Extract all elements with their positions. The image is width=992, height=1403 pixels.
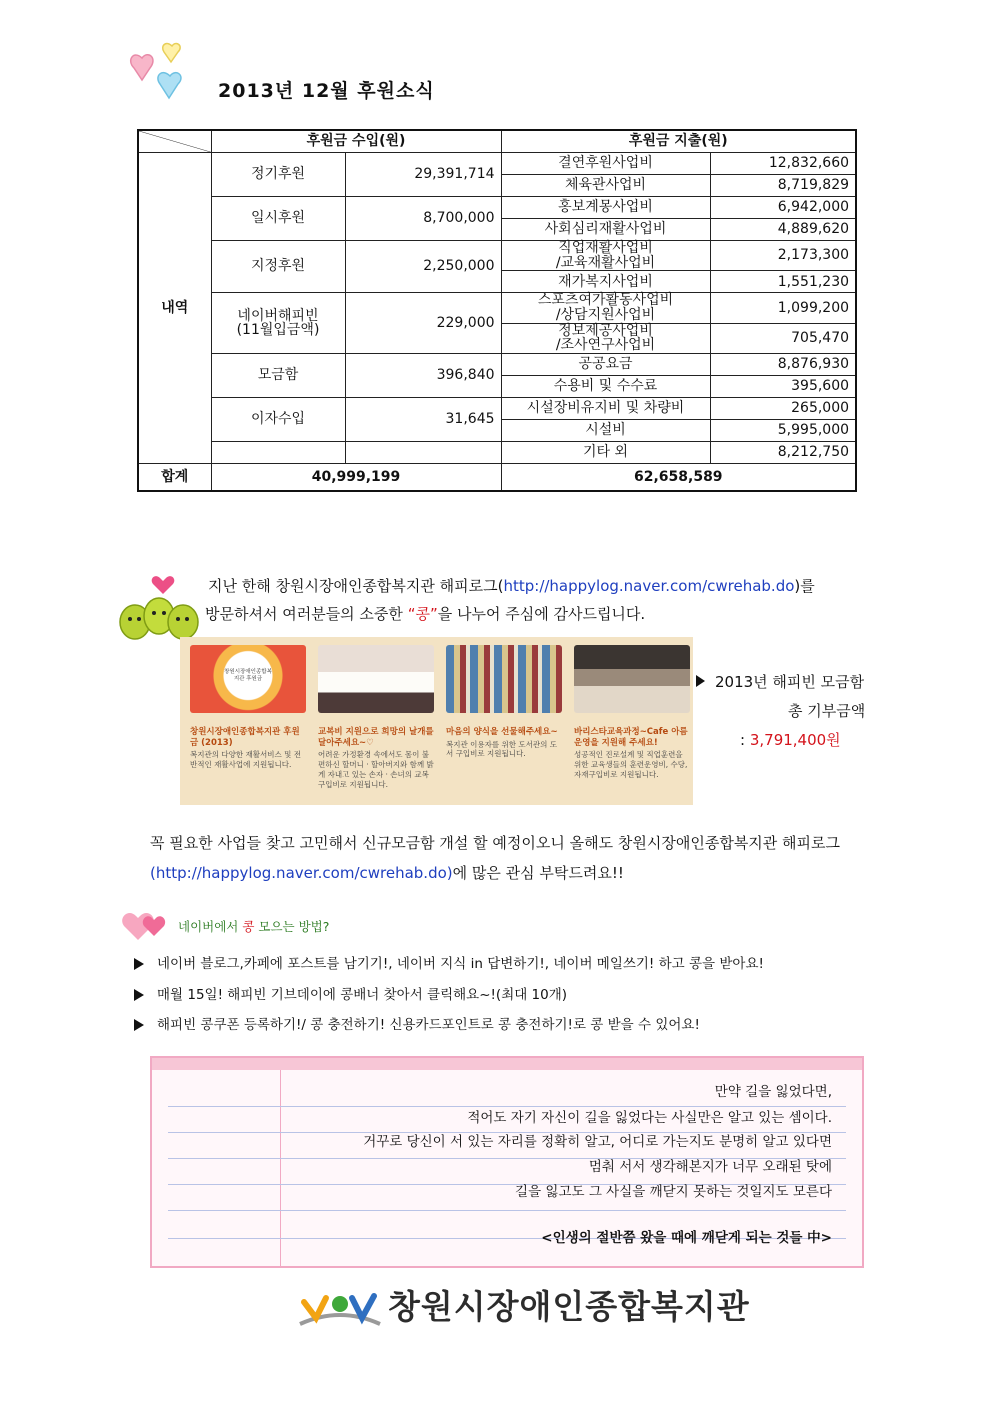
income-header: 후원금 수입(원)	[211, 130, 501, 153]
happybean-total-amount-line	[696, 726, 865, 755]
triangle-bullet-icon	[134, 989, 144, 1001]
org-logo-icon	[296, 1284, 384, 1332]
expense-amount: 1,099,200	[710, 293, 856, 323]
plan-line-1: 꼭 필요한 사업들 찾고 고민해서 신규모금함 개설 할 예정이오니 올해도 창원시장애인종합복지관 해피로그	[150, 834, 841, 852]
income-label: 정기후원	[211, 153, 345, 197]
fund-card-title: 교복비 지원으로 희망의 날개를 달아주세요~♡	[318, 727, 434, 748]
total-expense: 62,658,589	[501, 464, 856, 491]
fund-card[interactable]	[574, 645, 690, 780]
fund-card-body: 어려운 가정환경 속에서도 몸이 불편하신 할머니 · 할아버지와 함께 밝게 자내고 있는 손자 · 손녀의 교복구입비로 지원됩니다.	[318, 750, 434, 789]
expense-amount: 5,995,000	[710, 420, 856, 442]
income-amount: 2,250,000	[345, 241, 501, 293]
expense-label-multi	[501, 323, 710, 353]
thanks-line-1	[208, 575, 815, 596]
howto-title	[178, 917, 329, 935]
income-label: 네이버해피빈	[237, 307, 319, 324]
thanks-text: 방문하셔서 여러분들의 소중한	[205, 605, 408, 623]
expense-sublabel: /교육재활사업비	[555, 254, 656, 271]
empty-cell	[345, 442, 501, 464]
fund-card-image	[190, 645, 306, 713]
quote-note	[150, 1056, 864, 1268]
note-rule	[168, 1210, 846, 1211]
expense-label: 결연후원사업비	[501, 153, 710, 175]
triangle-bullet-icon	[134, 1019, 144, 1031]
fund-card-body: 성공적인 진로설계 및 직업훈련을 위한 교육생들의 훈련운영비, 수당, 자재구입비로 지원됩니다.	[574, 750, 688, 779]
quote-line: 길을 잃고도 그 사실을 깨닫지 못하는 것일지도 모른다	[515, 1184, 832, 1200]
expense-amount: 12,832,660	[710, 153, 856, 175]
income-sublabel: (11월입금액)	[236, 322, 320, 339]
expense-amount: 395,600	[710, 376, 856, 398]
total-income: 40,999,199	[211, 464, 501, 491]
expense-amount: 8,876,930	[710, 354, 856, 376]
fund-card[interactable]	[446, 645, 562, 759]
income-amount: 31,645	[345, 398, 501, 442]
happybean-total-line	[696, 668, 865, 697]
expense-amount: 6,942,000	[710, 197, 856, 219]
table-corner-cell	[138, 130, 211, 153]
expense-label: 정보제공사업비	[558, 322, 653, 339]
plan-text: 에 많은 관심 부탁드려요!!	[452, 864, 624, 882]
quote-line: 멈춰 서서 생각해본지가 너무 오래된 탓에	[588, 1159, 832, 1175]
page-title: 2013년 12월 후원소식	[218, 80, 435, 102]
double-heart-icon	[120, 906, 172, 944]
howto-item-text: 매월 15일! 해피빈 기브데이에 콩배너 찾아서 클릭해요~!(최대 10개)	[157, 987, 568, 1003]
org-name: 창원시장애인종합복지관	[388, 1287, 750, 1326]
expense-label: 체육관사업비	[501, 175, 710, 197]
thanks-line-2	[205, 603, 645, 624]
expense-label-multi	[501, 293, 710, 323]
quote-line: 만약 길을 잃었다면,	[714, 1084, 832, 1100]
kong-highlight: “콩”	[407, 605, 438, 623]
fund-card-image	[318, 645, 434, 713]
note-margin-line	[280, 1070, 281, 1266]
expense-label: 직업재활사업비	[558, 240, 653, 256]
expense-label: 기타 외	[501, 442, 710, 464]
expense-amount: 4,889,620	[710, 219, 856, 241]
thanks-text: 을 나누어 주심에 감사드립니다.	[437, 605, 646, 623]
income-label: 이자수입	[211, 398, 345, 442]
fund-card-title: 마음의 양식을 선물해주세요~	[446, 727, 558, 737]
howto-item-text: 네이버 블로그,카페에 포스트를 남기기!, 네이버 지식 in 답변하기!, 네이버 메일쓰기! 하고 콩을 받아요!	[157, 956, 764, 972]
income-amount: 29,391,714	[345, 153, 501, 197]
howto-title-text: 네이버에서	[178, 919, 243, 934]
fund-card-body: 복지관의 다양한 재활서비스 및 전반적인 재활사업에 지원됩니다.	[190, 750, 301, 769]
expense-label: 공공요금	[501, 354, 710, 376]
fund-card-body: 복지관 이용자를 위한 도서관의 도서 구입비로 지원됩니다.	[446, 739, 557, 759]
expense-label: 수용비 및 수수료	[501, 376, 710, 398]
howto-item	[134, 952, 764, 972]
expense-label: 홍보계몽사업비	[501, 197, 710, 219]
income-amount: 396,840	[345, 354, 501, 398]
fund-card-title: 바리스타교육과정~Cafe 아름 운영을 지원해 주세요!	[574, 727, 688, 748]
howto-item	[134, 1013, 700, 1033]
expense-label: 스포츠여가활동사업비	[537, 292, 674, 309]
income-amount: 8,700,000	[345, 197, 501, 241]
happylog-link[interactable]: http://happylog.naver.com/cwrehab.do	[503, 577, 795, 595]
donation-table	[137, 129, 857, 492]
empty-cell	[211, 442, 345, 464]
fund-card-image	[574, 645, 690, 713]
happybean-total-subtitle: 총 기부금액	[788, 702, 866, 720]
plan-line-2	[150, 858, 840, 888]
expense-label: 시설장비유지비 및 차량비	[501, 398, 710, 420]
income-label: 지정후원	[211, 241, 345, 293]
happybean-total-amount: 3,791,400원	[749, 731, 841, 749]
expense-amount: 1,551,230	[710, 271, 856, 293]
expense-amount: 8,719,829	[710, 175, 856, 197]
fund-card[interactable]	[318, 645, 434, 789]
expense-sublabel: /상담지원사업비	[555, 307, 656, 324]
quote-line: 적어도 자기 자신이 길을 잃었다는 사실만은 알고 있는 셈이다.	[467, 1110, 832, 1126]
income-label: 일시후원	[211, 197, 345, 241]
income-label: 모금함	[211, 354, 345, 398]
fundraising-cards	[180, 637, 693, 805]
fund-card-title: 창원시장애인종합복지관 후원금 (2013)	[190, 727, 300, 748]
happylog-link[interactable]: (http://happylog.naver.com/cwrehab.do)	[150, 864, 453, 882]
hearts-decoration-icon	[120, 38, 200, 118]
expense-amount: 2,173,300	[710, 241, 856, 271]
fund-card[interactable]	[190, 645, 306, 770]
plan-paragraph	[150, 828, 840, 888]
expense-amount: 8,212,750	[710, 442, 856, 464]
total-label: 합계	[138, 464, 211, 491]
section-label: 내역	[138, 153, 211, 464]
happybean-total-title: 2013년 해피빈 모금함	[715, 673, 865, 691]
howto-item-text: 해피빈 콩쿠폰 등록하기!/ 콩 충전하기! 신용카드포인트로 콩 충전하기!로 콩 받을 수 있어요!	[157, 1017, 700, 1033]
expense-header: 후원금 지출(원)	[501, 130, 856, 153]
thanks-text: 지난 한해 창원시장애인종합복지관 해피로그(	[208, 577, 504, 595]
happybean-total	[696, 668, 865, 755]
colon: :	[740, 731, 746, 749]
income-amount: 229,000	[345, 293, 501, 354]
thanks-text: )를	[794, 577, 815, 595]
howto-item	[134, 983, 567, 1003]
triangle-bullet-icon	[134, 958, 144, 970]
expense-amount: 705,470	[710, 323, 856, 353]
note-top-stripe	[152, 1058, 862, 1070]
howto-title-text: 모으는 방법?	[254, 919, 330, 934]
expense-sublabel: /조사연구사업비	[555, 337, 656, 354]
expense-amount: 265,000	[710, 398, 856, 420]
triangle-bullet-icon	[696, 675, 705, 687]
expense-label-multi	[501, 241, 710, 271]
fund-card-image	[446, 645, 562, 713]
quote-line: 거꾸로 당신이 서 있는 자리를 정확히 알고, 어디로 가는지도 분명히 알고 있다면	[363, 1134, 832, 1150]
quote-source: <인생의 절반쯤 왔을 때에 깨닫게 되는 것들 中>	[541, 1230, 832, 1246]
expense-label: 사회심리재활사업비	[501, 219, 710, 241]
expense-label: 재가복지사업비	[501, 271, 710, 293]
income-label-multi	[211, 293, 345, 354]
kong-highlight: 콩	[242, 919, 255, 934]
expense-label: 시설비	[501, 420, 710, 442]
fund-card-image-text: 창원시장애인종합복지관 후원금	[224, 669, 272, 682]
